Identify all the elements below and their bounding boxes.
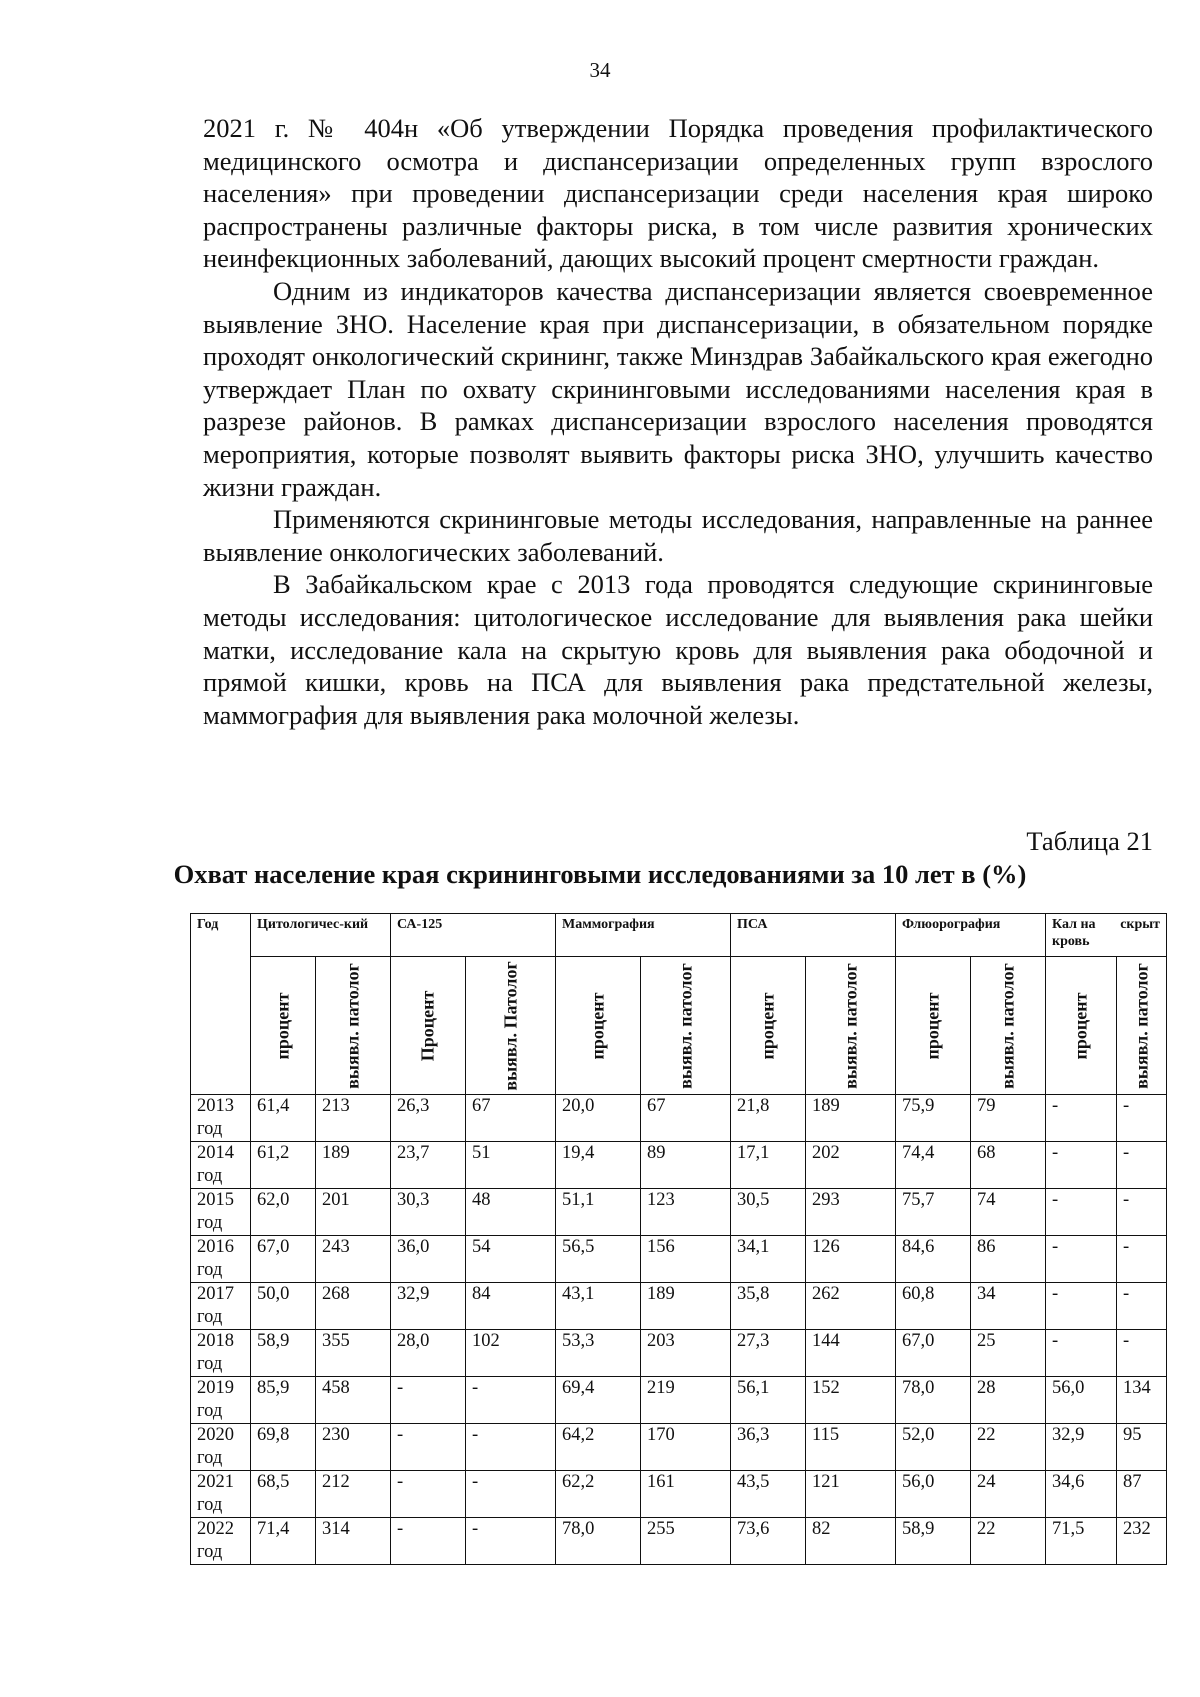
table-cell-year: 2015 год	[191, 1189, 251, 1236]
sub-header-label: выявл. патолог	[675, 962, 696, 1089]
table-cell: -	[1117, 1236, 1167, 1283]
table-cell: -	[1117, 1142, 1167, 1189]
table-cell: 61,2	[251, 1142, 316, 1189]
table-cell: 75,9	[896, 1095, 971, 1142]
table-row	[191, 1377, 1167, 1424]
table-cell: 67	[466, 1095, 556, 1142]
table-cell: 84,6	[896, 1236, 971, 1283]
table-cell: 60,8	[896, 1283, 971, 1330]
sub-header-label: выявл. патолог	[997, 962, 1018, 1089]
table-row	[191, 1142, 1167, 1189]
table-cell: 243	[316, 1236, 391, 1283]
table-cell-year: 2019 год	[191, 1377, 251, 1424]
table-cell: 123	[641, 1189, 731, 1236]
table-cell-year: 2022 год	[191, 1518, 251, 1565]
table-cell: 34,1	[731, 1236, 806, 1283]
table-cell: 189	[641, 1283, 731, 1330]
table-cell: 67,0	[251, 1236, 316, 1283]
table-cell: 67	[641, 1095, 731, 1142]
sub-header-label: выявл. патолог	[342, 962, 363, 1089]
table-cell: -	[466, 1471, 556, 1518]
table-cell-year: 2013 год	[191, 1095, 251, 1142]
table-cell: 34,6	[1046, 1471, 1117, 1518]
table-cell: 86	[971, 1236, 1046, 1283]
group-header-ca125: СА-125	[391, 914, 556, 957]
table-cell: 71,5	[1046, 1518, 1117, 1565]
sub-header-label: процент	[1070, 992, 1091, 1059]
paragraph-3: Применяются скрининговые методы исследования, направленные на раннее выявление онкологических заболеваний.	[203, 504, 1153, 567]
group-header-psa: ПСА	[731, 914, 896, 957]
table-cell: 212	[316, 1471, 391, 1518]
table-cell: -	[1046, 1095, 1117, 1142]
table-cell: 35,8	[731, 1283, 806, 1330]
table-cell: 262	[806, 1283, 896, 1330]
sub-header-label: выявл. патолог	[840, 962, 861, 1089]
table-row	[191, 1189, 1167, 1236]
table-cell: -	[1117, 1330, 1167, 1377]
table-cell: 85,9	[251, 1377, 316, 1424]
sub-header	[641, 957, 731, 1095]
table-cell: 74	[971, 1189, 1046, 1236]
sub-header	[466, 957, 556, 1095]
table-cell: 79	[971, 1095, 1046, 1142]
table-cell: -	[1117, 1189, 1167, 1236]
table-cell: 230	[316, 1424, 391, 1471]
sub-header	[316, 957, 391, 1095]
table-cell: 255	[641, 1518, 731, 1565]
group-header-fecal-part2: скрыт	[1120, 917, 1161, 932]
table-cell: -	[391, 1471, 466, 1518]
table-cell: 144	[806, 1330, 896, 1377]
sub-header	[806, 957, 896, 1095]
table-cell-year: 2020 год	[191, 1424, 251, 1471]
group-header-fluorography: Флюорография	[896, 914, 1046, 957]
table-cell: -	[1046, 1330, 1117, 1377]
year-header: Год	[191, 914, 251, 1095]
sub-header-label: процент	[272, 992, 293, 1059]
table-cell: 43,5	[731, 1471, 806, 1518]
table-cell: 355	[316, 1330, 391, 1377]
sub-header	[391, 957, 466, 1095]
table-cell: -	[391, 1377, 466, 1424]
table-cell: 89	[641, 1142, 731, 1189]
table-cell: 201	[316, 1189, 391, 1236]
sub-header-label: выявл. Патолог	[500, 960, 521, 1091]
table-cell: 69,8	[251, 1424, 316, 1471]
table-cell: -	[466, 1424, 556, 1471]
table-cell: 36,0	[391, 1236, 466, 1283]
table-cell: 53,3	[556, 1330, 641, 1377]
table-cell: 32,9	[1046, 1424, 1117, 1471]
table-cell: 58,9	[251, 1330, 316, 1377]
table-row	[191, 1330, 1167, 1377]
table-cell: 56,1	[731, 1377, 806, 1424]
group-header-fecal-occult-blood	[1046, 914, 1167, 957]
table-cell-year: 2016 год	[191, 1236, 251, 1283]
table-cell: 213	[316, 1095, 391, 1142]
table-cell: 58,9	[896, 1518, 971, 1565]
table-cell: 24	[971, 1471, 1046, 1518]
table-cell: 52,0	[896, 1424, 971, 1471]
table-cell: 48	[466, 1189, 556, 1236]
table-cell: 68	[971, 1142, 1046, 1189]
table-cell: 30,3	[391, 1189, 466, 1236]
table-row	[191, 1424, 1167, 1471]
table-cell: 68,5	[251, 1471, 316, 1518]
sub-header-label: Процент	[417, 990, 438, 1061]
paragraph-2: Одним из индикаторов качества диспансеризации является своевременное выявление ЗНО. Население края при диспансеризации, в обязательном порядке проходят онкологический скрининг, также Минздрав Забайкальского края ежегодно утверждает План по охвату скрининговыми исследованиями населения края в разрезе районов. В рамках диспансеризации взрослого населения проводятся мероприятия, которые позволят выявить факторы риска ЗНО, улучшить качество жизни граждан.	[203, 275, 1153, 502]
page-number: 34	[589, 58, 611, 82]
table-cell: 156	[641, 1236, 731, 1283]
table-cell: -	[1046, 1189, 1117, 1236]
table-cell: 30,5	[731, 1189, 806, 1236]
table-cell: 69,4	[556, 1377, 641, 1424]
table-cell: -	[466, 1377, 556, 1424]
group-header-fecal-part3: кровь	[1052, 934, 1090, 949]
table-cell: 232	[1117, 1518, 1167, 1565]
table-cell: 28	[971, 1377, 1046, 1424]
paragraph-4: В Забайкальском крае с 2013 года проводятся следующие скрининговые методы исследования: цитологическое исследование для выявления рака шейки матки, исследование кала на скрытую кровь для выявления рака ободочной и прямой кишки, кровь на ПСА для выявления рака предстательной железы, маммография для выявления рака молочной железы.	[203, 569, 1153, 730]
table-cell: 67,0	[896, 1330, 971, 1377]
table-cell: 84	[466, 1283, 556, 1330]
table-cell: 134	[1117, 1377, 1167, 1424]
table-cell: -	[391, 1424, 466, 1471]
table-row	[191, 1236, 1167, 1283]
sub-header	[1117, 957, 1167, 1095]
table-cell: 50,0	[251, 1283, 316, 1330]
table-cell: 17,1	[731, 1142, 806, 1189]
table-cell: 56,0	[896, 1471, 971, 1518]
table-cell-year: 2014 год	[191, 1142, 251, 1189]
sub-header	[1046, 957, 1117, 1095]
table-cell: 73,6	[731, 1518, 806, 1565]
body-text	[203, 112, 1153, 731]
table-cell: 22	[971, 1518, 1046, 1565]
table-cell: 25	[971, 1330, 1046, 1377]
table-row	[191, 1283, 1167, 1330]
table-row	[191, 1471, 1167, 1518]
table-cell: 62,2	[556, 1471, 641, 1518]
table-cell: 74,4	[896, 1142, 971, 1189]
sub-header	[251, 957, 316, 1095]
table-cell: 219	[641, 1377, 731, 1424]
table-cell: 203	[641, 1330, 731, 1377]
table-cell: 21,8	[731, 1095, 806, 1142]
table-cell: 189	[806, 1095, 896, 1142]
table-label: Таблица 21	[1026, 826, 1153, 856]
table-cell: 87	[1117, 1471, 1167, 1518]
table-title: Охват население края скрининговыми исследованиями за 10 лет в (%)	[173, 859, 1027, 889]
table-cell: 161	[641, 1471, 731, 1518]
table-cell: -	[391, 1518, 466, 1565]
table-cell: 75,7	[896, 1189, 971, 1236]
table-cell-year: 2017 год	[191, 1283, 251, 1330]
table-cell: 293	[806, 1189, 896, 1236]
table-body	[191, 1095, 1167, 1565]
table-cell: 56,0	[1046, 1377, 1117, 1424]
table-cell: 121	[806, 1471, 896, 1518]
table-cell: 152	[806, 1377, 896, 1424]
table-cell: 71,4	[251, 1518, 316, 1565]
table-cell: 26,3	[391, 1095, 466, 1142]
table-cell: -	[1117, 1095, 1167, 1142]
table-cell: 43,1	[556, 1283, 641, 1330]
table-cell: 61,4	[251, 1095, 316, 1142]
table-cell-year: 2018 год	[191, 1330, 251, 1377]
sub-header-label: процент	[757, 992, 778, 1059]
table-cell: 268	[316, 1283, 391, 1330]
table-cell: -	[1046, 1142, 1117, 1189]
sub-header-label: выявл. патолог	[1131, 962, 1152, 1089]
table-cell: 314	[316, 1518, 391, 1565]
table-cell: 126	[806, 1236, 896, 1283]
table-cell: 34	[971, 1283, 1046, 1330]
table-cell: 62,0	[251, 1189, 316, 1236]
sub-header-label: процент	[922, 992, 943, 1059]
group-header-mammography: Маммография	[556, 914, 731, 957]
table-cell: 82	[806, 1518, 896, 1565]
table-cell: 56,5	[556, 1236, 641, 1283]
table-cell: 458	[316, 1377, 391, 1424]
table-cell: 20,0	[556, 1095, 641, 1142]
screening-table	[190, 913, 1167, 1565]
table-cell: 27,3	[731, 1330, 806, 1377]
sub-header	[556, 957, 641, 1095]
table-cell: 51	[466, 1142, 556, 1189]
table-cell: 78,0	[556, 1518, 641, 1565]
sub-header	[731, 957, 806, 1095]
table-cell-year: 2021 год	[191, 1471, 251, 1518]
table-cell: 189	[316, 1142, 391, 1189]
table-cell: -	[1046, 1283, 1117, 1330]
table-cell: 170	[641, 1424, 731, 1471]
table-cell: 64,2	[556, 1424, 641, 1471]
paragraph-1: 2021 г. № 404н «Об утверждении Порядка проведения профилактического медицинского осмотра и диспансеризации определенных групп взрослого населения» при проведении диспансеризации среди населения края широко распространены различные факторы риска, в том числе развития хронических неинфекционных заболеваний, дающих высокий процент смертности граждан.	[203, 113, 1153, 274]
table-cell: 28,0	[391, 1330, 466, 1377]
table-cell: -	[1117, 1283, 1167, 1330]
table-row	[191, 1518, 1167, 1565]
table-cell: 202	[806, 1142, 896, 1189]
table-sub-header-row	[191, 957, 1167, 1095]
table-cell: 36,3	[731, 1424, 806, 1471]
group-header-fecal-part1: Кал на	[1052, 917, 1096, 932]
table-cell: 95	[1117, 1424, 1167, 1471]
table-cell: 51,1	[556, 1189, 641, 1236]
group-header-cytology: Цитологичес-кий	[251, 914, 391, 957]
table-cell: -	[1046, 1236, 1117, 1283]
table-cell: 78,0	[896, 1377, 971, 1424]
table-cell: 22	[971, 1424, 1046, 1471]
table-cell: 102	[466, 1330, 556, 1377]
table-cell: 32,9	[391, 1283, 466, 1330]
sub-header	[971, 957, 1046, 1095]
table-group-header-row	[191, 914, 1167, 957]
table-cell: -	[466, 1518, 556, 1565]
table-row	[191, 1095, 1167, 1142]
sub-header-label: процент	[587, 992, 608, 1059]
table-cell: 23,7	[391, 1142, 466, 1189]
table-cell: 19,4	[556, 1142, 641, 1189]
table-cell: 115	[806, 1424, 896, 1471]
sub-header	[896, 957, 971, 1095]
table-cell: 54	[466, 1236, 556, 1283]
